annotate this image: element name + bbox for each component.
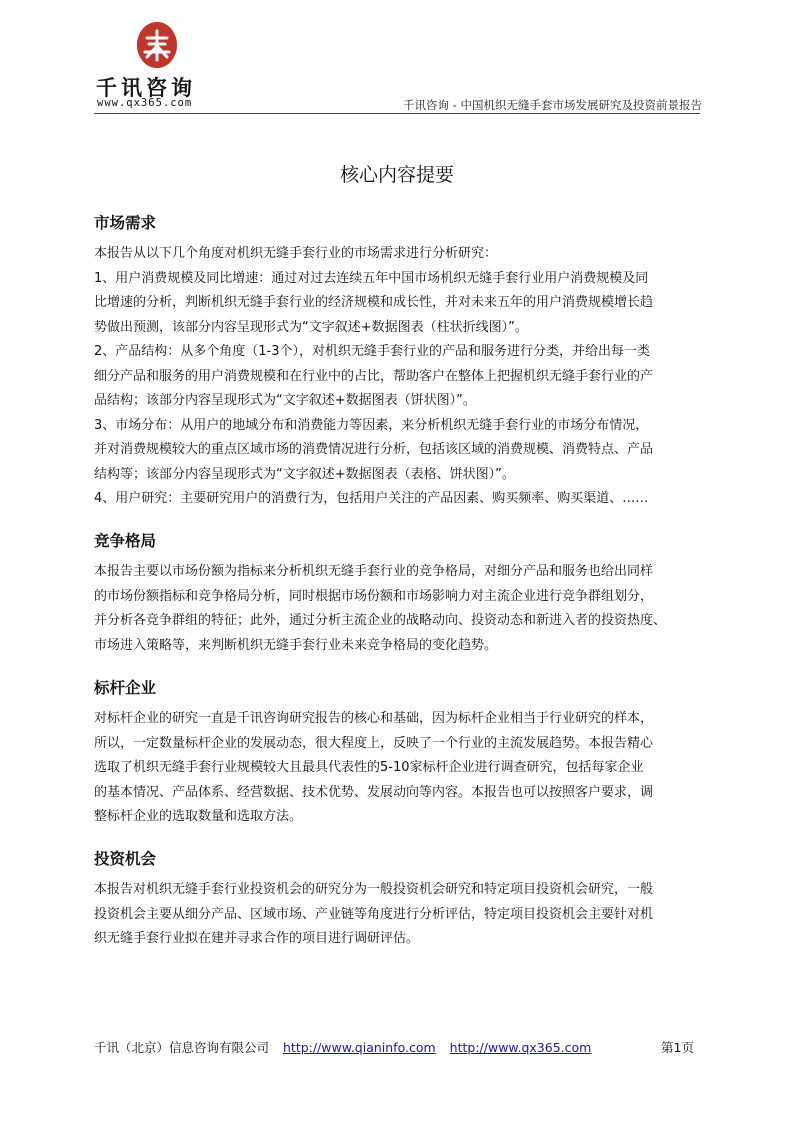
text-line: 1、用户消费规模及同比增速：通过对过去连续五年中国市场机织无缝手套行业用户消费规模及同 <box>94 270 649 286</box>
header-divider <box>94 113 700 114</box>
section-body-market-demand <box>94 242 700 512</box>
section-heading-market-demand: 市场需求 <box>94 214 157 232</box>
page-footer <box>94 1038 700 1056</box>
text-line: 的基本情况、产品体系、经营数据、技术优势、发展动向等内容。本报告也可以按照客户要求，调 <box>94 784 654 800</box>
section-heading-competition: 竞争格局 <box>94 532 157 550</box>
text-line: 投资机会主要从细分产品、区域市场、产业链等角度进行分析评估，特定项目投资机会主要针对机 <box>94 906 654 922</box>
header-document-title: 千讯咨询 - 中国机织无缝手套市场发展研究及投资前景报告 <box>403 98 702 112</box>
page-title: 核心内容提要 <box>339 164 454 186</box>
text-line: 势做出预测，该部分内容呈现形式为“文字叙述+数据图表（柱状折线图）”。 <box>94 319 528 335</box>
logo-url: www.qx365.com <box>97 97 193 109</box>
footer-company: 千讯（北京）信息咨询有限公司 <box>94 1040 270 1055</box>
text-line: 整标杆企业的选取数量和选取方法。 <box>94 809 303 824</box>
section-body-investment <box>94 878 700 952</box>
text-line: 比增速的分析，判断机织无缝手套行业的经济规模和成长性，并对未来五年的用户消费规模增长趋 <box>94 295 654 310</box>
logo-seal-icon <box>137 22 177 68</box>
section-heading-benchmark: 标杆企业 <box>94 679 157 697</box>
text-line: 所以，一定数量标杆企业的发展动态，很大程度上，反映了一个行业的主流发展趋势。本报告精心 <box>94 735 654 751</box>
text-line: 市场进入策略等，来判断机织无缝手套行业未来竞争格局的变化趋势。 <box>94 637 498 653</box>
text-line: 选取了机织无缝手套行业规模较大且最具代表性的5-10家标杆企业进行调查研究，包括每家企业 <box>94 760 644 775</box>
section-heading-investment: 投资机会 <box>94 850 157 868</box>
footer-link-qianinfo[interactable]: http://www.qianinfo.com <box>283 1040 436 1055</box>
text-line: 品结构；该部分内容呈现形式为“文字叙述+数据图表（饼状图）”。 <box>94 393 476 408</box>
text-line: 结构等；该部分内容呈现形式为“文字叙述+数据图表（表格、饼状图）”。 <box>94 466 515 482</box>
text-line: 细分产品和服务的用户消费规模和在行业中的占比，帮助客户在整体上把握机织无缝手套行业的产 <box>94 368 654 384</box>
section-body-competition <box>94 560 700 658</box>
text-line: 并对消费规模较大的重点区域市场的消费情况进行分析，包括该区域的消费规模、消费特点、产品 <box>94 442 654 457</box>
page-number: 第1页 <box>661 1040 694 1055</box>
text-line: 织无缝手套行业拟在建并寻求合作的项目进行调研评估。 <box>94 931 420 946</box>
text-line: 的市场份额指标和竞争格局分析，同时根据市场份额和市场影响力对主流企业进行竞争群组划分， <box>94 588 654 604</box>
text-line: 2、产品结构：从多个角度（1-3个），对机织无缝手套行业的产品和服务进行分类，并给出每一类 <box>94 344 651 359</box>
text-line: 本报告对机织无缝手套行业投资机会的研究分为一般投资机会研究和特定项目投资机会研究，一般 <box>94 882 654 897</box>
text-line: 本报告主要以市场份额为指标来分析机织无缝手套行业的竞争格局，对细分产品和服务也给出同样 <box>94 564 654 579</box>
text-line: 并分析各竞争群组的特征；此外，通过分析主流企业的战略动向、投资动态和新进入者的投资热度、 <box>94 613 667 628</box>
text-line: 4、用户研究：主要研究用户的消费行为，包括用户关注的产品因素、购买频率、购买渠道、…… <box>94 491 649 506</box>
footer-link-qx365[interactable]: http://www.qx365.com <box>449 1040 592 1055</box>
section-body-benchmark <box>94 707 700 830</box>
text-line: 对标杆企业的研究一直是千讯咨询研究报告的核心和基础，因为标杆企业相当于行业研究的样本， <box>94 711 654 726</box>
text-line: 本报告从以下几个角度对机织无缝手套行业的市场需求进行分析研究： <box>94 246 498 261</box>
text-line: 3、市场分布：从用户的地域分布和消费能力等因素，来分析机织无缝手套行业的市场分布情况， <box>94 417 649 433</box>
logo-text: 千讯咨询 <box>96 76 196 100</box>
